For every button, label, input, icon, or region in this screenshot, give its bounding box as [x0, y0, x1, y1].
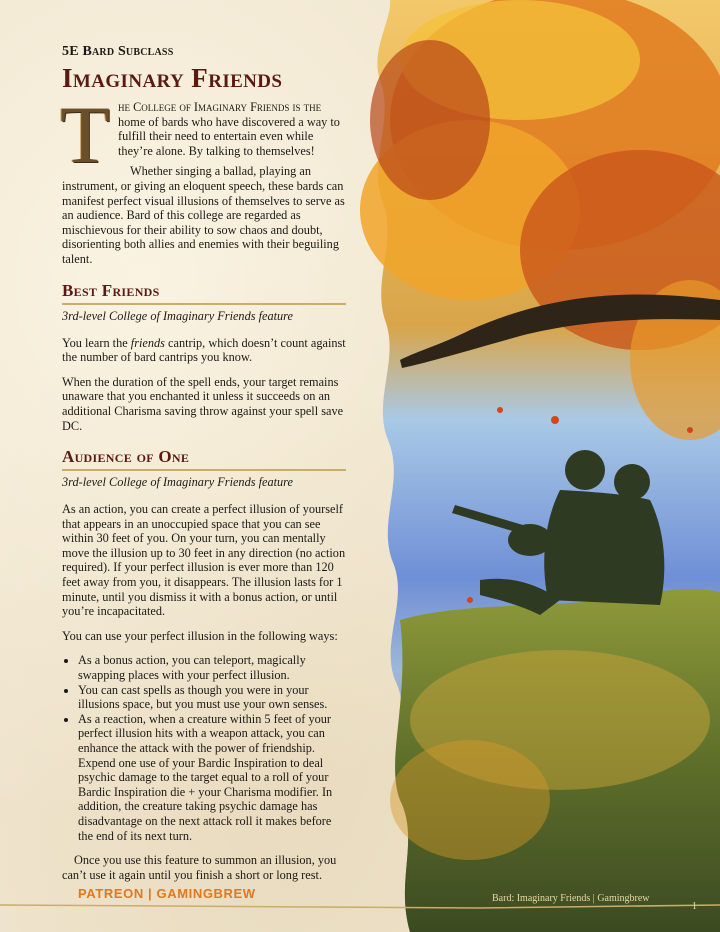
intro-lead: he College of Imaginary Friends is the	[118, 100, 322, 114]
drop-cap	[58, 89, 111, 180]
heading-audience-of-one: Audience of One	[62, 447, 346, 471]
text-column	[62, 44, 346, 892]
text-span: cantrip, which doesn’t count against the number of bard cantrips you know.	[62, 335, 346, 365]
drop-cap-letter: T	[60, 89, 111, 180]
footer-patreon-link[interactable]: PATREON | GAMINGBREW	[78, 886, 256, 901]
spell-name: friends	[130, 335, 165, 350]
intro-paragraph-2: Whether singing a ballad, playing an instrument, or giving an eloquent speech, these bards can manifest perfect visual illusions of themselves to serve as an audience. Bard of this college are regarded as mischievous for their ability to sow chaos and doubt, disorienting both allies and enemies with their beguiling talent.	[62, 164, 345, 266]
list-item: • You can cast spells as though you were in your illusions space, but you must use your own senses.	[78, 683, 346, 712]
audience-p1: As an action, you can create a perfect illusion of yourself that appears in an unoccupied space that you can see within 30 feet of you. On your turn, you can mentally move the illusion up to 30 feet in any direction (no action required). If your perfect illusion is ever more than 120 feet away from you, it disappears. The illusion lasts for 1 minute, until you dismiss it with a bonus action, or until you’re incapacitated.	[62, 502, 346, 619]
audience-bullet-list	[62, 653, 346, 843]
feature-level-audience: 3rd-level College of Imaginary Friends feature	[62, 475, 293, 490]
page-number: 1	[692, 901, 697, 912]
page-title: Imaginary Friends	[62, 63, 283, 93]
footer-running-title: Bard: Imaginary Friends | Gamingbrew	[492, 893, 650, 904]
heading-best-friends: Best Friends	[62, 281, 346, 305]
best-friends-p1	[62, 336, 346, 365]
audience-p2: You can use your perfect illusion in the following ways:	[62, 628, 338, 643]
list-item: • As a reaction, when a creature within 5 feet of your perfect illusion hits with a weapon attack, you can enhance the attack with the power of friendship. Expend one use of your Bardic Inspiration to deal psychic damage to the target equal to a roll of your Bardic Inspiration die + your Charisma modifier. In addition, the creature taking psychic damage has disadvantage on the next attack roll it makes before the end of its next turn.	[78, 712, 346, 843]
subclass-kicker: 5E Bard Subclass	[62, 44, 174, 59]
audience-p3: Once you use this feature to summon an illusion, you can’t use it again until you finish a short or long rest.	[62, 853, 337, 882]
feature-level-best-friends: 3rd-level College of Imaginary Friends feature	[62, 308, 293, 323]
text-span: You learn the	[62, 335, 131, 350]
list-item: • As a bonus action, you can teleport, magically swapping places with your perfect illusion.	[78, 653, 346, 682]
best-friends-p2: When the duration of the spell ends, your target remains unaware that you enchanted it unless it succeeds on an additional Charisma saving throw against your spell save DC.	[62, 374, 344, 433]
intro-rest: home of bards who have discovered a way to fulfill their need to entertain even while they’re alone. By talking to themselves!	[118, 114, 340, 158]
